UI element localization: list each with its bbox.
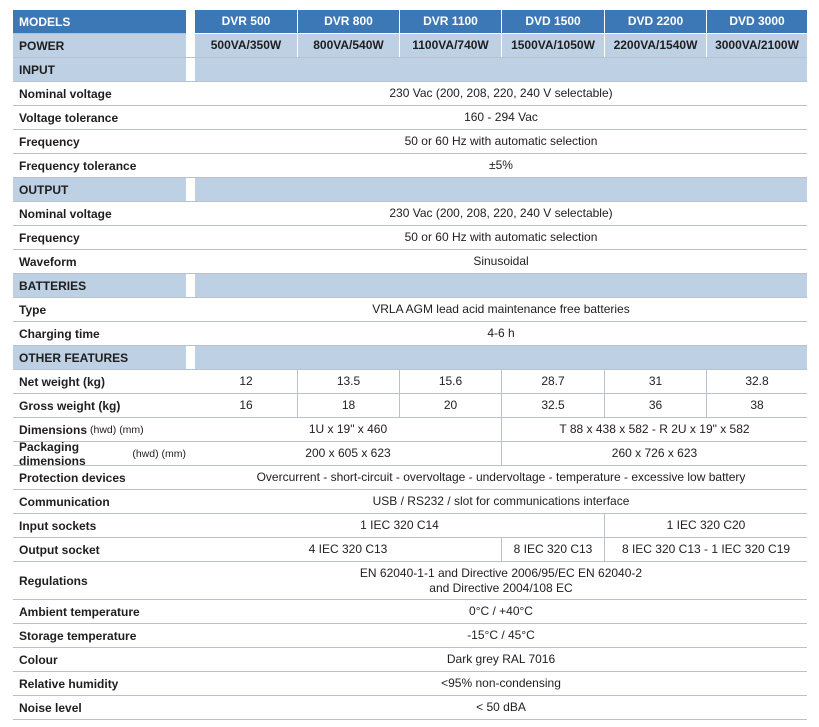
row-value: VRLA AGM lead acid maintenance free batteries <box>372 302 630 317</box>
row-output-frequency <box>13 226 807 250</box>
row-charging-time <box>13 322 807 346</box>
row-label-unit: (hwd) (mm) <box>132 447 186 460</box>
row-value: 12 <box>239 374 253 389</box>
row-value: 230 Vac (200, 208, 220, 240 V selectable) <box>389 86 613 101</box>
row-value: -15°C / 45°C <box>467 628 535 643</box>
row-value: T 88 x 438 x 582 - R 2U x 19" x 582 <box>501 418 807 441</box>
row-value: 200 x 605 x 623 <box>305 446 391 461</box>
row-value: <95% non-condensing <box>441 676 561 691</box>
row-protection-devices <box>13 466 807 490</box>
row-value: 8 IEC 320 C13 <box>501 538 604 561</box>
row-storage-temperature <box>13 624 807 648</box>
row-label: Frequency <box>13 130 186 154</box>
row-label: Communication <box>13 490 186 514</box>
row-label: Voltage tolerance <box>13 106 186 130</box>
row-value: 50 or 60 Hz with automatic selection <box>404 134 598 149</box>
row-value: 20 <box>399 394 501 417</box>
row-value <box>195 562 807 599</box>
row-label: Frequency tolerance <box>13 154 186 178</box>
row-value: 36 <box>604 394 706 417</box>
row-regulations <box>13 562 807 600</box>
row-value: 1U x 19" x 460 <box>308 422 388 437</box>
row-value: 4 IEC 320 C13 <box>308 542 388 557</box>
regulations-line-1: EN 62040-1-1 and Directive 2006/95/EC EN 62040-2 <box>359 566 643 581</box>
row-label: Nominal voltage <box>13 82 186 106</box>
model-dvd-1500: DVD 1500 <box>501 10 604 33</box>
row-value: 16 <box>239 398 253 413</box>
row-value: 160 - 294 Vac <box>464 110 538 125</box>
row-input-voltage-tolerance <box>13 106 807 130</box>
power-value: 3000VA/2100W <box>706 34 807 57</box>
row-label: Noise level <box>13 696 186 720</box>
row-value: 230 Vac (200, 208, 220, 240 V selectable) <box>389 206 613 221</box>
row-input-frequency-tolerance <box>13 154 807 178</box>
row-output-socket <box>13 538 807 562</box>
row-relative-humidity <box>13 672 807 696</box>
section-other-title: OTHER FEATURES <box>13 346 186 370</box>
power-value: 1100VA/740W <box>399 34 501 57</box>
row-value: < 50 dBA <box>476 700 526 715</box>
section-batteries-title: BATTERIES <box>13 274 186 298</box>
power-value: 800VA/540W <box>297 34 399 57</box>
row-value: 1 IEC 320 C20 <box>604 514 807 537</box>
row-output-waveform <box>13 250 807 274</box>
model-dvr-1100: DVR 1100 <box>399 10 501 33</box>
row-ambient-temperature <box>13 600 807 624</box>
section-input <box>13 58 807 82</box>
row-value: 4-6 h <box>487 326 515 341</box>
row-value: 260 x 726 x 623 <box>501 442 807 465</box>
power-value: 2200VA/1540W <box>604 34 706 57</box>
power-row <box>13 34 807 58</box>
regulations-line-2: and Directive 2004/108 EC <box>429 580 573 595</box>
models-header-row <box>13 10 807 34</box>
section-batteries <box>13 274 807 298</box>
row-label-unit: (hwd) (mm) <box>90 423 144 436</box>
row-packaging-dimensions <box>13 439 807 468</box>
row-label: Input sockets <box>13 514 186 538</box>
row-dimensions <box>13 418 807 442</box>
row-input-sockets <box>13 514 807 538</box>
row-gross-weight <box>13 394 807 418</box>
row-label: Storage temperature <box>13 624 186 648</box>
row-communication <box>13 490 807 514</box>
row-label: Gross weight (kg) <box>13 394 186 418</box>
row-label: Waveform <box>13 250 186 274</box>
row-label: Output socket <box>13 538 186 562</box>
row-label: Dimensions (hwd) (mm) <box>13 418 186 442</box>
row-label: Protection devices <box>13 466 186 490</box>
row-value: Sinusoidal <box>473 254 529 269</box>
power-value: 1500VA/1050W <box>501 34 604 57</box>
row-noise-level <box>13 696 807 720</box>
row-value: Overcurrent - short-circuit - overvoltage - undervoltage - temperature - excessive low battery <box>256 470 746 485</box>
section-output-title: OUTPUT <box>13 178 186 202</box>
row-label: Type <box>13 298 186 322</box>
row-value: 28.7 <box>501 370 604 393</box>
row-label: Frequency <box>13 226 186 250</box>
row-label: Ambient temperature <box>13 600 186 624</box>
model-dvd-3000: DVD 3000 <box>706 10 807 33</box>
row-label: Net weight (kg) <box>13 370 186 394</box>
row-colour <box>13 648 807 672</box>
row-input-nominal-voltage <box>13 82 807 106</box>
section-input-title: INPUT <box>13 58 186 82</box>
section-other-features <box>13 346 807 370</box>
row-label: Charging time <box>13 322 186 346</box>
row-value: USB / RS232 / slot for communications interface <box>372 494 630 509</box>
model-dvd-2200: DVD 2200 <box>604 10 706 33</box>
row-net-weight <box>13 370 807 394</box>
row-value: 31 <box>604 370 706 393</box>
row-label: Packaging dimensions (hwd) (mm) <box>13 442 186 466</box>
row-value: 1 IEC 320 C14 <box>360 518 439 533</box>
row-value: 38 <box>706 394 807 417</box>
row-label: Regulations <box>13 562 186 600</box>
row-value: 15.6 <box>399 370 501 393</box>
row-value: Dark grey RAL 7016 <box>446 652 556 667</box>
row-label: Colour <box>13 648 186 672</box>
row-label: Relative humidity <box>13 672 186 696</box>
row-value: 13.5 <box>297 370 399 393</box>
model-dvr-500: DVR 500 <box>195 10 297 33</box>
row-value: 18 <box>297 394 399 417</box>
row-value: 50 or 60 Hz with automatic selection <box>404 230 598 245</box>
model-dvr-800: DVR 800 <box>297 10 399 33</box>
row-label: Nominal voltage <box>13 202 186 226</box>
row-value: 32.8 <box>706 370 807 393</box>
row-input-frequency <box>13 130 807 154</box>
row-value: 32.5 <box>501 394 604 417</box>
spec-table <box>13 10 807 720</box>
row-output-nominal-voltage <box>13 202 807 226</box>
models-label: MODELS <box>13 10 186 34</box>
power-label: POWER <box>13 34 186 58</box>
power-value: 500VA/350W <box>195 34 297 57</box>
row-battery-type <box>13 298 807 322</box>
row-value: 0°C / +40°C <box>469 604 533 619</box>
row-value: 8 IEC 320 C13 - 1 IEC 320 C19 <box>604 538 807 561</box>
row-value: ±5% <box>489 158 513 173</box>
section-output <box>13 178 807 202</box>
